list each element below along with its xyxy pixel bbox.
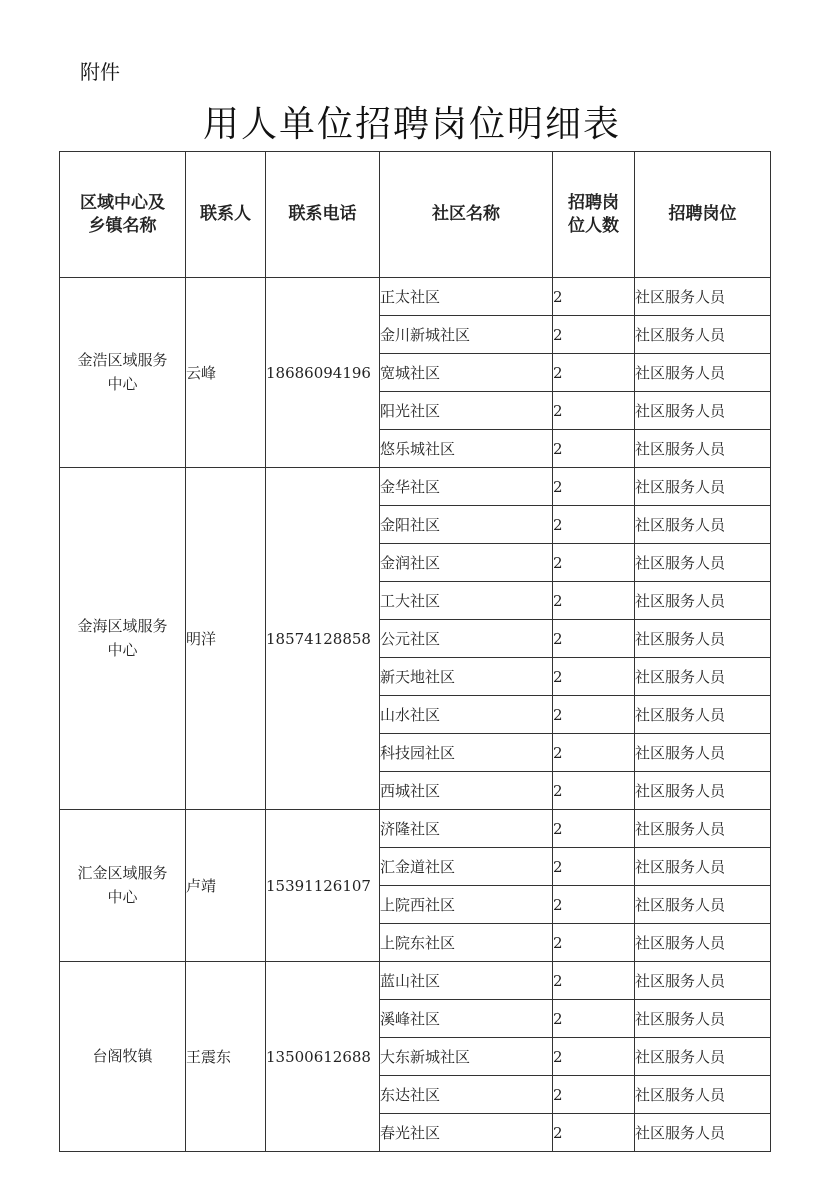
community-name-cell: 上院东社区 — [380, 924, 553, 962]
table-row — [60, 468, 771, 506]
position-name-cell: 社区服务人员 — [635, 278, 771, 316]
community-name-cell: 金川新城社区 — [380, 316, 553, 354]
position-name-cell: 社区服务人员 — [635, 810, 771, 848]
community-name-cell: 悠乐城社区 — [380, 430, 553, 468]
community-name-cell: 新天地社区 — [380, 658, 553, 696]
position-count-cell: 2 — [553, 658, 635, 696]
col-header-count: 招聘岗 位人数 — [553, 152, 635, 278]
community-name-cell: 科技园社区 — [380, 734, 553, 772]
contact-phone-cell: 18574128858 — [266, 468, 380, 810]
position-count-cell: 2 — [553, 924, 635, 962]
region-name-cell: 金海区域服务 中心 — [60, 468, 186, 810]
position-name-cell: 社区服务人员 — [635, 1114, 771, 1152]
position-count-cell: 2 — [553, 810, 635, 848]
position-name-cell: 社区服务人员 — [635, 848, 771, 886]
position-name-cell: 社区服务人员 — [635, 1000, 771, 1038]
community-name-cell: 西城社区 — [380, 772, 553, 810]
position-count-cell: 2 — [553, 962, 635, 1000]
position-count-cell: 2 — [553, 468, 635, 506]
position-count-cell: 2 — [553, 392, 635, 430]
position-count-cell: 2 — [553, 354, 635, 392]
position-name-cell: 社区服务人员 — [635, 886, 771, 924]
community-name-cell: 公元社区 — [380, 620, 553, 658]
position-count-cell: 2 — [553, 1000, 635, 1038]
community-name-cell: 上院西社区 — [380, 886, 553, 924]
position-count-cell: 2 — [553, 316, 635, 354]
table-row — [60, 810, 771, 848]
position-name-cell: 社区服务人员 — [635, 1076, 771, 1114]
position-count-cell: 2 — [553, 544, 635, 582]
position-name-cell: 社区服务人员 — [635, 924, 771, 962]
position-count-cell: 2 — [553, 1076, 635, 1114]
contact-person-cell: 王震东 — [186, 962, 266, 1152]
community-name-cell: 东达社区 — [380, 1076, 553, 1114]
region-name-cell: 金浩区域服务 中心 — [60, 278, 186, 468]
position-name-cell: 社区服务人员 — [635, 1038, 771, 1076]
table-row — [60, 278, 771, 316]
col-header-region: 区域中心及 乡镇名称 — [60, 152, 186, 278]
col-header-position: 招聘岗位 — [635, 152, 771, 278]
region-name-cell: 汇金区域服务 中心 — [60, 810, 186, 962]
position-count-cell: 2 — [553, 278, 635, 316]
position-count-cell: 2 — [553, 430, 635, 468]
community-name-cell: 蓝山社区 — [380, 962, 553, 1000]
contact-phone-cell: 13500612688 — [266, 962, 380, 1152]
attachment-label: 附件 — [80, 60, 120, 84]
position-name-cell: 社区服务人员 — [635, 316, 771, 354]
col-header-contact: 联系人 — [186, 152, 266, 278]
recruitment-table — [59, 151, 771, 1152]
position-name-cell: 社区服务人员 — [635, 468, 771, 506]
position-name-cell: 社区服务人员 — [635, 392, 771, 430]
position-name-cell: 社区服务人员 — [635, 962, 771, 1000]
position-count-cell: 2 — [553, 734, 635, 772]
community-name-cell: 大东新城社区 — [380, 1038, 553, 1076]
position-count-cell: 2 — [553, 848, 635, 886]
position-name-cell: 社区服务人员 — [635, 658, 771, 696]
community-name-cell: 溪峰社区 — [380, 1000, 553, 1038]
table-header — [60, 152, 771, 278]
region-name-cell: 台阁牧镇 — [60, 962, 186, 1152]
position-name-cell: 社区服务人员 — [635, 544, 771, 582]
position-count-cell: 2 — [553, 620, 635, 658]
community-name-cell: 汇金道社区 — [380, 848, 553, 886]
community-name-cell: 工大社区 — [380, 582, 553, 620]
position-name-cell: 社区服务人员 — [635, 696, 771, 734]
position-name-cell: 社区服务人员 — [635, 506, 771, 544]
community-name-cell: 阳光社区 — [380, 392, 553, 430]
position-name-cell: 社区服务人员 — [635, 430, 771, 468]
position-name-cell: 社区服务人员 — [635, 772, 771, 810]
contact-person-cell: 明洋 — [186, 468, 266, 810]
position-name-cell: 社区服务人员 — [635, 620, 771, 658]
position-count-cell: 2 — [553, 1038, 635, 1076]
position-name-cell: 社区服务人员 — [635, 582, 771, 620]
position-count-cell: 2 — [553, 696, 635, 734]
table-row — [60, 962, 771, 1000]
col-header-community: 社区名称 — [380, 152, 553, 278]
community-name-cell: 济隆社区 — [380, 810, 553, 848]
contact-person-cell: 卢靖 — [186, 810, 266, 962]
community-name-cell: 金华社区 — [380, 468, 553, 506]
community-name-cell: 宽城社区 — [380, 354, 553, 392]
position-count-cell: 2 — [553, 506, 635, 544]
community-name-cell: 正太社区 — [380, 278, 553, 316]
page-title: 用人单位招聘岗位明细表 — [202, 104, 621, 145]
contact-phone-cell: 18686094196 — [266, 278, 380, 468]
position-count-cell: 2 — [553, 772, 635, 810]
community-name-cell: 山水社区 — [380, 696, 553, 734]
header-row — [60, 152, 771, 278]
position-count-cell: 2 — [553, 886, 635, 924]
contact-person-cell: 云峰 — [186, 278, 266, 468]
community-name-cell: 金阳社区 — [380, 506, 553, 544]
community-name-cell: 金润社区 — [380, 544, 553, 582]
col-header-phone: 联系电话 — [266, 152, 380, 278]
position-count-cell: 2 — [553, 1114, 635, 1152]
position-name-cell: 社区服务人员 — [635, 734, 771, 772]
position-name-cell: 社区服务人员 — [635, 354, 771, 392]
community-name-cell: 春光社区 — [380, 1114, 553, 1152]
contact-phone-cell: 15391126107 — [266, 810, 380, 962]
position-count-cell: 2 — [553, 582, 635, 620]
table-body — [60, 278, 771, 1152]
